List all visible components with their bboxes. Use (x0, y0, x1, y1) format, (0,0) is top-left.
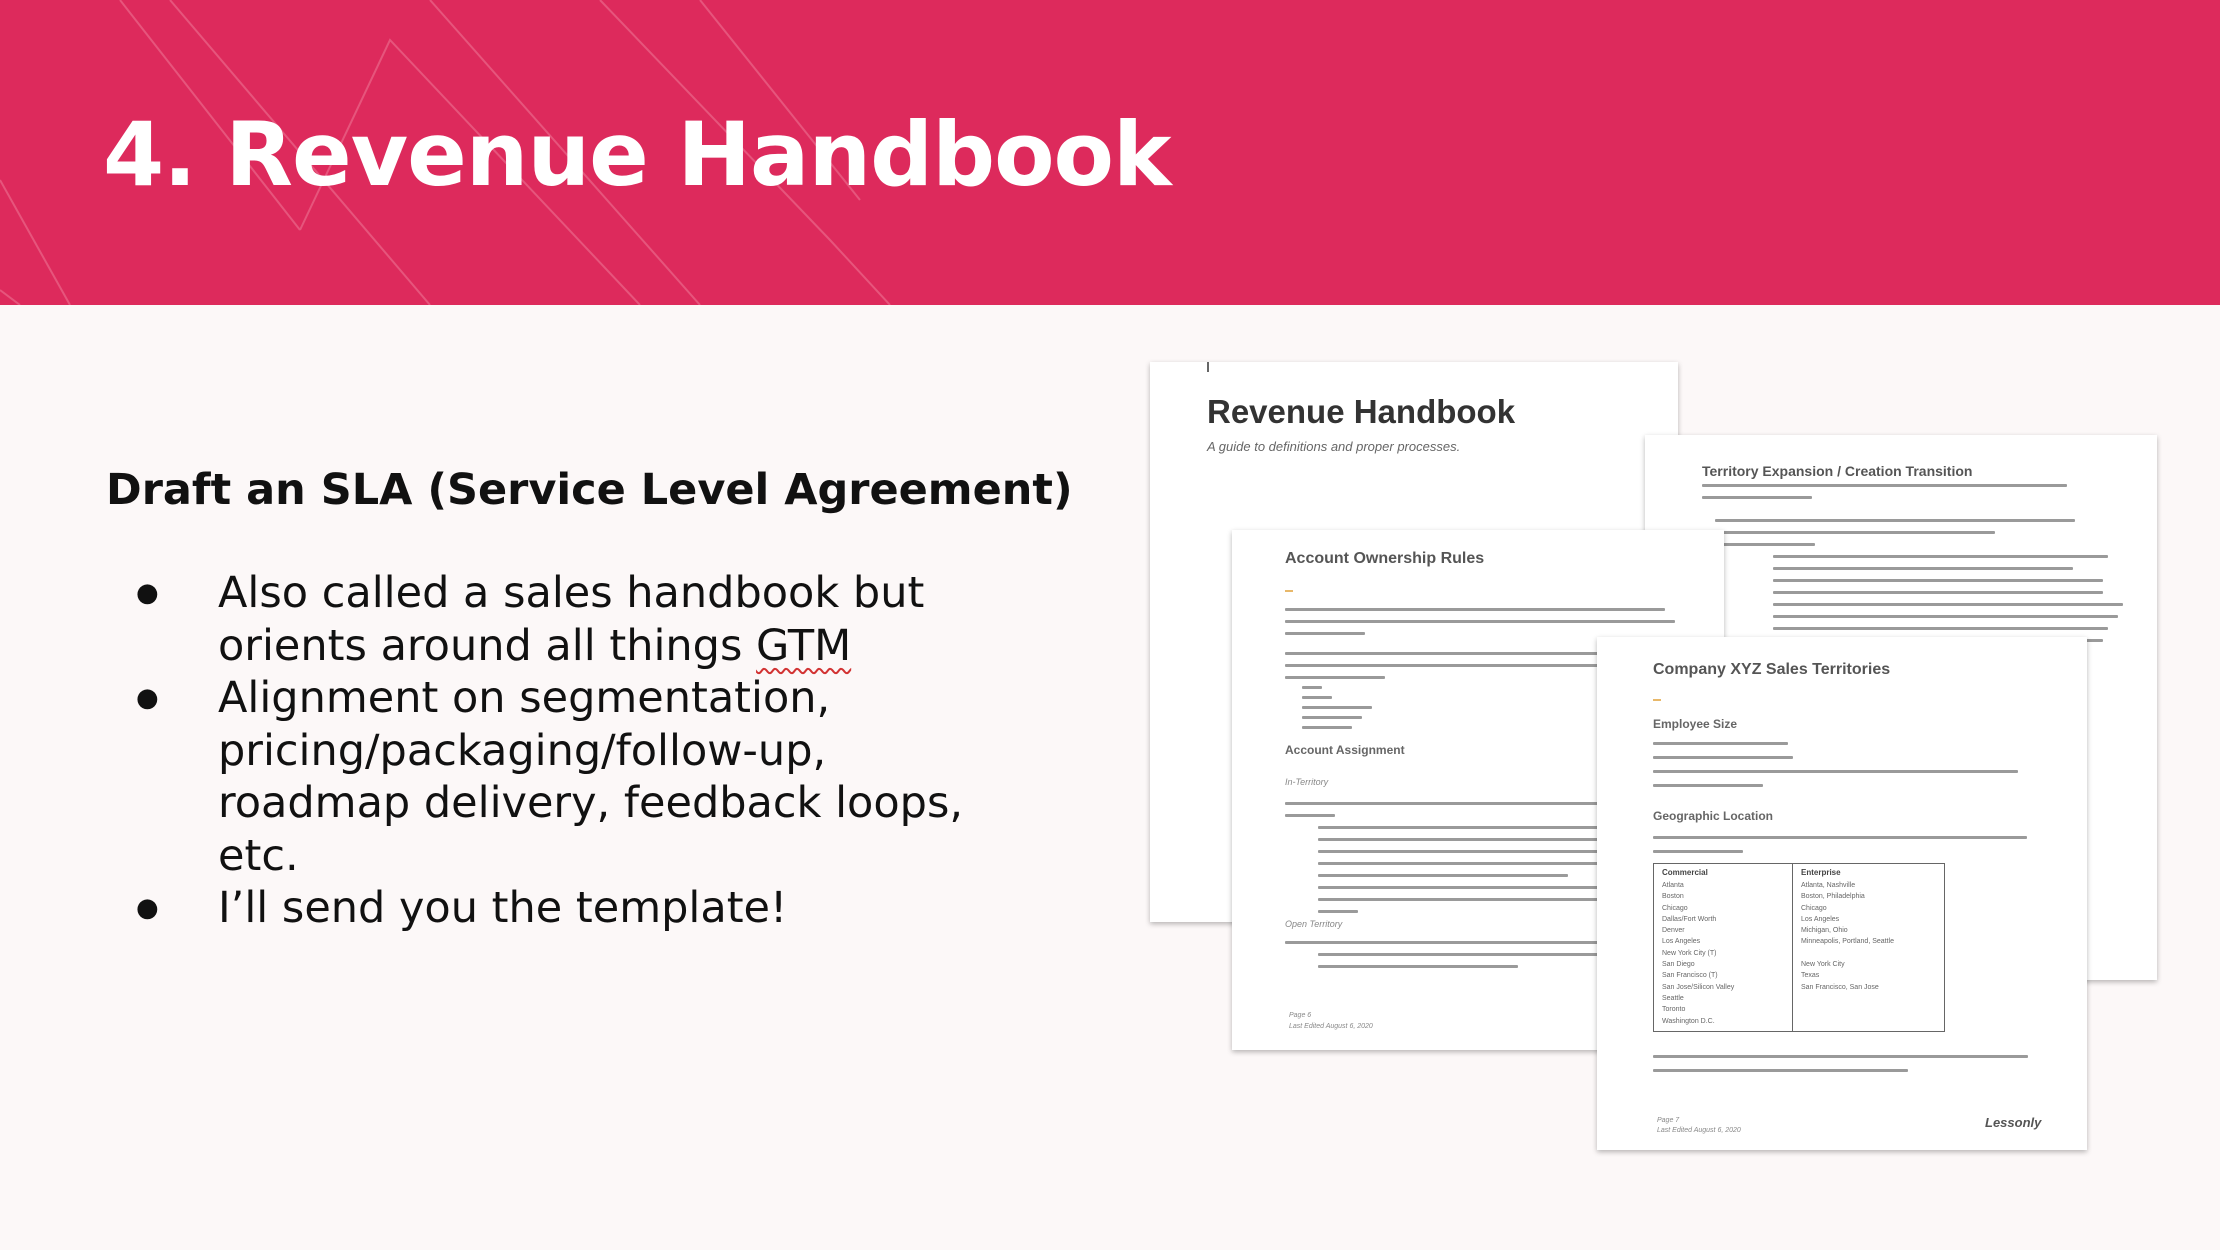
table-cell: Chicago (1662, 904, 1688, 912)
table-cell: New York City (T) (1662, 949, 1717, 957)
slide-title: 4. Revenue Handbook (103, 103, 1171, 206)
table-cell: Boston (1662, 893, 1684, 901)
cursor-mark (1207, 362, 1209, 372)
table-cell: Boston, Philadelphia (1801, 893, 1865, 901)
doc-territories-footer-page: Page 7 (1657, 1117, 1680, 1124)
enterprise-list (1801, 880, 1936, 993)
doc-ownership-subheading: Account Assignment (1285, 743, 1405, 757)
table-cell: Seattle (1662, 994, 1684, 1002)
doc-ownership-footer-date: Last Edited August 6, 2020 (1289, 1023, 1373, 1030)
table-cell: Michigan, Ohio (1801, 927, 1848, 935)
bullet-item (106, 567, 1006, 672)
commercial-list (1662, 880, 1784, 1027)
bullet-item: ● I’ll send you the template! (106, 882, 1006, 935)
doc-ownership-label-in: In-Territory (1285, 777, 1329, 787)
doc-territories-footer-date: Last Edited August 6, 2020 (1657, 1127, 1741, 1134)
table-cell: New York City (1801, 961, 1845, 969)
document-territories-page (1597, 637, 2087, 1150)
doc-geographic-location: Geographic Location (1653, 809, 1774, 823)
lessonly-logo: Lessonly (1985, 1115, 2042, 1130)
table-cell: Texas (1801, 972, 1820, 980)
table-cell: Los Angeles (1662, 938, 1701, 946)
table-cell: Dallas/Fort Worth (1662, 915, 1717, 923)
bullet-text-underlined: GTM (756, 620, 852, 671)
doc-employee-size: Employee Size (1653, 717, 1738, 731)
table-cell: Toronto (1662, 1006, 1686, 1014)
table-cell: Chicago (1801, 904, 1827, 912)
doc-cover-subtitle: A guide to definitions and proper processes. (1207, 439, 1461, 454)
header-banner (0, 0, 2220, 305)
table-cell: Los Angeles (1801, 915, 1840, 923)
doc-ownership-footer-page: Page 6 (1289, 1012, 1312, 1019)
bullet-item: ● Alignment on segmentation, pricing/packaging/follow-up, roadmap delivery, feedback loops, etc. (106, 672, 1006, 882)
table-cell: San Francisco (T) (1662, 972, 1718, 980)
table-cell: Atlanta (1662, 882, 1684, 889)
section-heading: Draft an SLA (Service Level Agreement) (106, 465, 1073, 515)
table-cell: San Francisco, San Jose (1801, 983, 1879, 991)
doc-territory-heading: Territory Expansion / Creation Transition (1702, 463, 1973, 479)
table-cell: Washington D.C. (1662, 1017, 1715, 1025)
territory-table: Commercial Atlanta Boston Chicago Dallas/Fort Worth Denver Los Angeles New York City (T) San Diego San Francisco (T) San Jose/Silicon Valley Seattle Toronto Washington D.C. Enterprise Atlanta, Nashville Boston, Philadelphia Chicago Los Angeles Michigan, Ohio Minneapolis, Portland, Seattle New York City Texas San Francisco, San Jose (1653, 863, 1945, 1032)
doc-territories-heading: Company XYZ Sales Territories (1653, 661, 1891, 678)
table-cell: Denver (1662, 927, 1685, 935)
table-cell: San Diego (1662, 961, 1695, 969)
bullet-list (106, 567, 1006, 935)
doc-ownership-heading: Account Ownership Rules (1285, 550, 1485, 567)
bullet-text: Also called a sales handbook but orients around all things (218, 568, 925, 671)
table-cell: Atlanta, Nashville (1801, 882, 1856, 889)
table-cell: San Jose/Silicon Valley (1662, 983, 1735, 991)
doc-ownership-label-open: Open Territory (1285, 919, 1343, 929)
table-cell (1801, 948, 1936, 959)
table-cell: Minneapolis, Portland, Seattle (1801, 938, 1894, 946)
doc-cover-title: Revenue Handbook (1207, 393, 1516, 430)
